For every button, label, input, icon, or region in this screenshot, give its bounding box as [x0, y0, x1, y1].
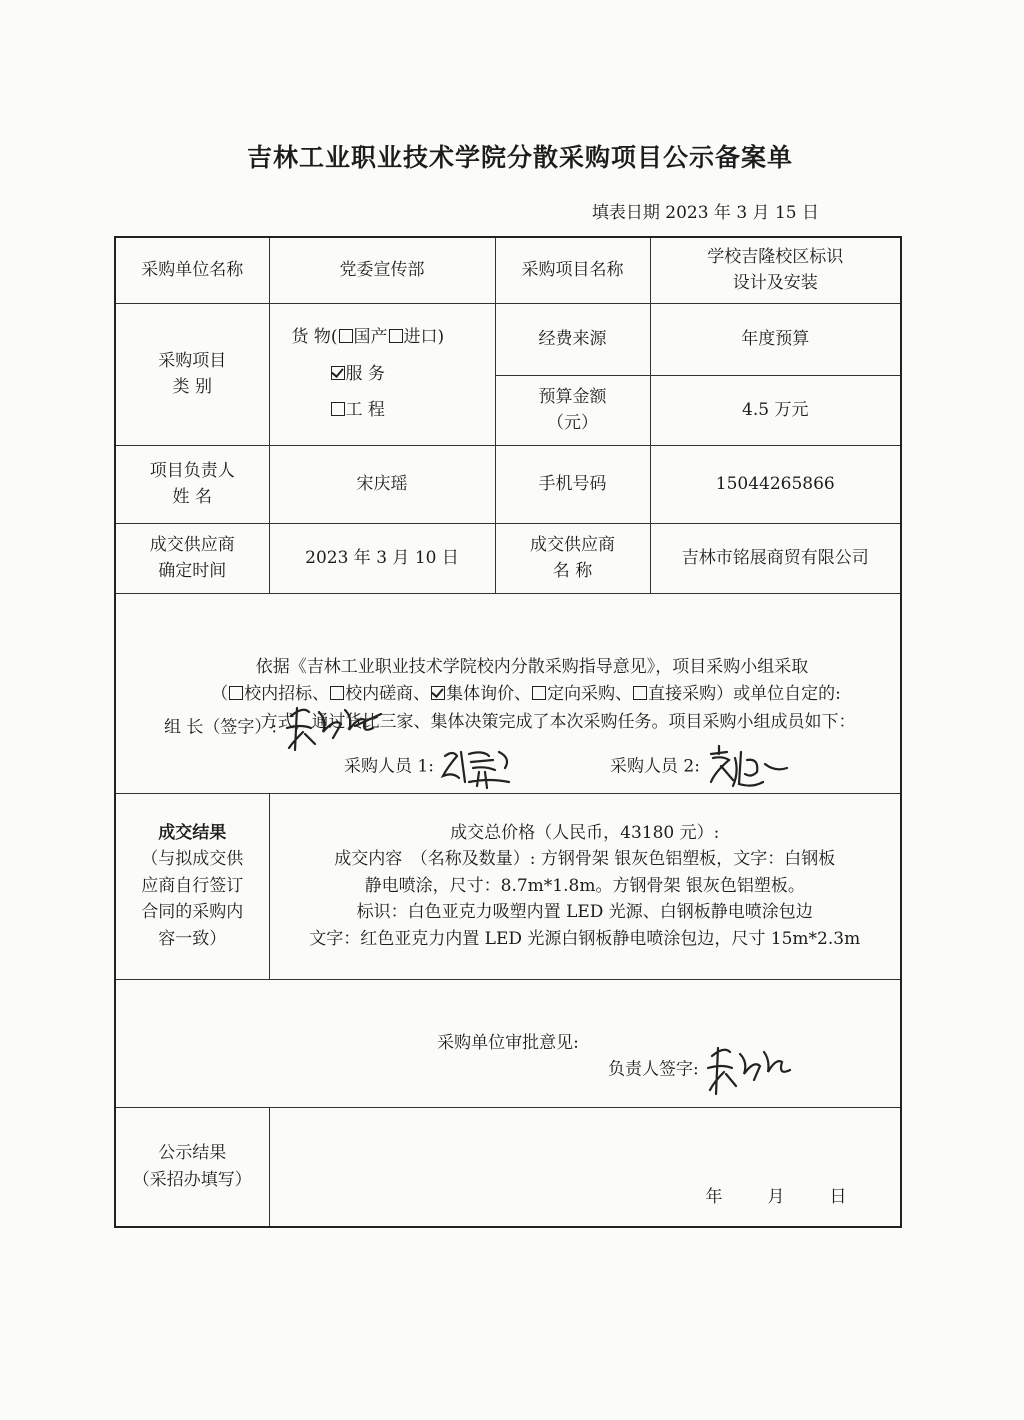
unit-label: 采购单位名称	[115, 237, 269, 303]
budget-label-line1: 预算金额	[538, 386, 607, 407]
budget-value: 4.5 万元	[650, 375, 901, 445]
publicity-month: 月	[767, 1186, 785, 1207]
member2-signature	[705, 742, 795, 792]
result-label-line5: 容一致）	[158, 928, 227, 949]
result-line1: 成交总价格（人民币，43180 元）:	[450, 823, 720, 844]
project-name-value	[650, 237, 901, 303]
result-line3: 静电喷涂，尺寸：8.7m*1.8m。方钢骨架 银灰色铝塑板。	[364, 875, 805, 896]
fill-date: 填表日期 2023 年 3 月 15 日	[591, 203, 819, 223]
result-label-line2: （与拟成交供	[141, 849, 244, 870]
result-content	[269, 793, 901, 979]
row-publicity	[115, 1107, 901, 1227]
category-service: 服 务	[270, 364, 495, 384]
method-cell	[115, 593, 901, 793]
publicity-label-line1: 公示结果	[158, 1143, 227, 1164]
category-label-line2: 类 别	[172, 377, 212, 397]
publicity-label	[115, 1107, 269, 1227]
category-label	[115, 303, 269, 445]
method-line2: （ 校内招标、 校内磋商、 集体询价、 定向采购、 直接采购）或单位自定的:	[211, 684, 841, 705]
category-goods: 货 物( 国产 进口)	[291, 327, 445, 348]
result-label-line3: 应商自行签订	[141, 875, 244, 896]
unit-value: 党委宣传部	[269, 237, 495, 303]
supplier-name-label	[495, 523, 650, 593]
result-label-line4: 合同的采购内	[141, 902, 244, 923]
phone-label: 手机号码	[495, 445, 650, 523]
publicity-day: 日	[829, 1186, 847, 1207]
approval-signature	[704, 1040, 804, 1100]
row-method	[115, 593, 901, 793]
method-line3: 方式，通过货比三家、集体决策完成了本次采购任务。项目采购小组成员如下：	[260, 711, 856, 732]
supplier-time-label	[115, 523, 269, 593]
manager-label	[115, 445, 269, 523]
checkbox-direct[interactable]	[633, 686, 647, 700]
publicity-label-line2: （采招办填写）	[132, 1169, 252, 1190]
manager-name: 宋庆瑶	[269, 445, 495, 523]
member1-sign-row	[344, 742, 529, 792]
publicity-content	[269, 1107, 901, 1227]
row-result	[115, 793, 901, 979]
result-line2: 成交内容 （名称及数量）: 方钢骨架 银灰色铝塑板，文字：白钢板	[334, 849, 836, 870]
row-supplier	[115, 523, 901, 593]
approval-cell	[115, 979, 901, 1107]
checkbox-group-inquiry[interactable]	[431, 686, 445, 700]
result-line4: 标识：白色亚克力吸塑内置 LED 光源、白钢板静电喷涂包边	[356, 902, 813, 923]
phone-value: 15044265866	[650, 445, 901, 523]
checkbox-import[interactable]	[389, 329, 403, 343]
project-name-line1: 学校吉隆校区标识	[707, 246, 844, 267]
checkbox-engineering[interactable]	[331, 402, 345, 416]
row-manager	[115, 445, 901, 523]
project-name-line2: 设计及安装	[732, 273, 818, 294]
method-line1: 依据《吉林工业职业技术学院校内分散采购指导意见》，项目采购小组采取	[255, 657, 809, 678]
funding-label: 经费来源	[495, 303, 650, 375]
member2-sign-row	[610, 742, 795, 792]
member1-sign-label: 采购人员 1:	[344, 756, 434, 776]
budget-label	[495, 375, 650, 445]
category-options	[269, 303, 495, 445]
document-title: 吉林工业职业技术学院分散采购项目公示备案单	[246, 143, 793, 172]
row-approval	[115, 979, 901, 1107]
approval-signer-label: 负责人签字:	[608, 1059, 699, 1079]
project-name-label: 采购项目名称	[495, 237, 650, 303]
checkbox-directed[interactable]	[532, 686, 546, 700]
result-line5: 文字：红色亚克力内置 LED 光源白钢板静电喷涂包边，尺寸 15m*2.3m	[309, 928, 861, 949]
supplier-time-value: 2023 年 3 月 10 日	[269, 523, 495, 593]
budget-label-line2: （元）	[547, 413, 598, 433]
member2-sign-label: 采购人员 2:	[610, 756, 700, 776]
category-engineering: 工 程	[270, 400, 495, 420]
checkbox-domestic[interactable]	[339, 329, 353, 343]
manager-label-line2: 姓 名	[172, 487, 212, 507]
row-unit-project	[115, 237, 901, 303]
supplier-time-label-line2: 确定时间	[158, 561, 227, 581]
leader-sign-label: 组 长（签字）:	[164, 717, 278, 737]
supplier-name-label-line1: 成交供应商	[530, 534, 615, 555]
publicity-year: 年	[705, 1186, 723, 1207]
filing-form-table	[114, 236, 902, 1228]
member1-signature	[439, 742, 529, 792]
category-label-line1: 采购项目	[158, 350, 227, 371]
approval-sign-row	[608, 1040, 804, 1100]
supplier-name-label-line2: 名 称	[552, 561, 593, 581]
funding-value: 年度预算	[650, 303, 901, 375]
result-label-line1: 成交结果	[158, 823, 227, 844]
row-category-funding	[115, 303, 901, 375]
result-label	[115, 793, 269, 979]
supplier-name-value: 吉林市铭展商贸有限公司	[650, 523, 901, 593]
checkbox-service[interactable]	[331, 366, 345, 380]
approval-label: 采购单位审批意见:	[437, 1032, 579, 1053]
manager-label-line1: 项目负责人	[149, 460, 235, 481]
supplier-time-label-line1: 成交供应商	[149, 534, 235, 555]
